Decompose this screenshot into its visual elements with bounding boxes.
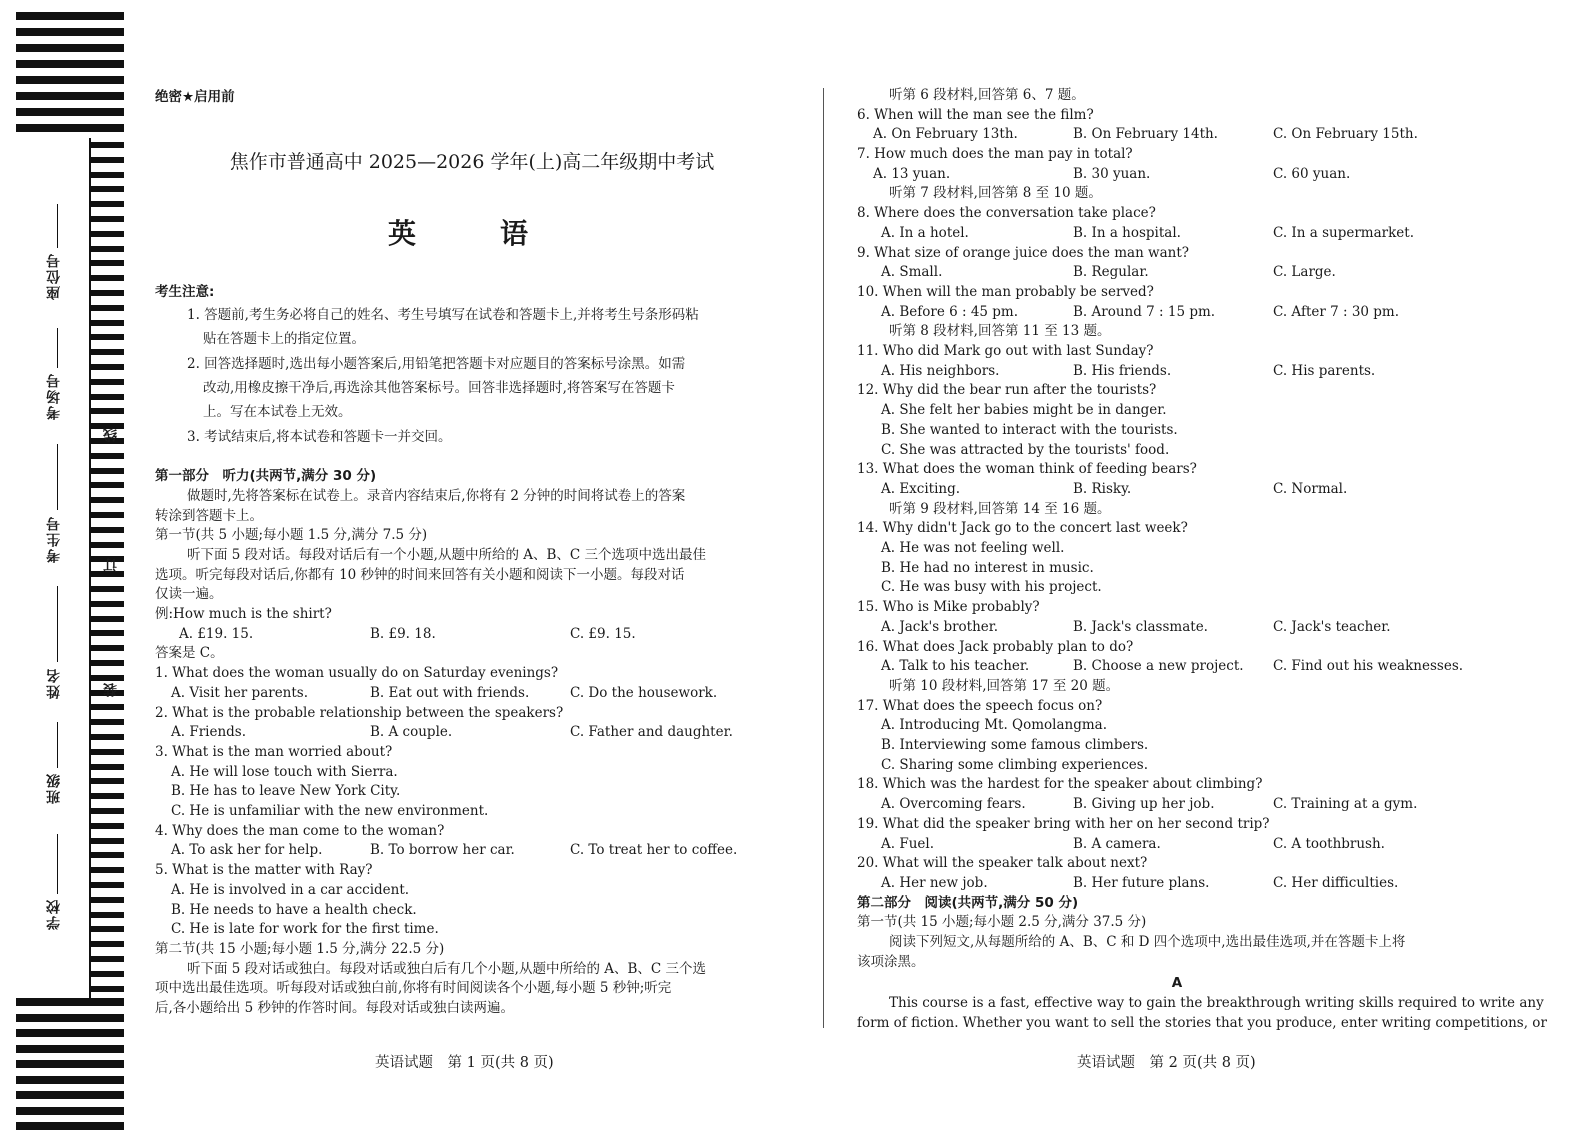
section-cue: 听第 8 段材料,回答第 11 至 13 题。 xyxy=(889,323,1111,340)
options-row xyxy=(857,874,1497,894)
option-c: C. She was attracted by the tourists' food. xyxy=(881,441,1170,458)
option-a: A. His neighbors. xyxy=(881,362,1000,379)
school-field[interactable] xyxy=(57,834,58,894)
example-option-c: C. £9. 15. xyxy=(570,625,636,642)
binding-bar xyxy=(90,704,124,710)
binding-bar xyxy=(90,290,124,296)
binding-bar xyxy=(90,630,124,636)
options-row xyxy=(857,224,1497,244)
section1-heading: 第一节(共 5 小题;每小题 1.5 分,满分 7.5 分) xyxy=(155,527,428,544)
option-a: A. 13 yuan. xyxy=(873,165,951,182)
option-c: C. Father and daughter. xyxy=(570,724,733,741)
binding-bar xyxy=(90,986,124,992)
option-b: B. A camera. xyxy=(1073,835,1161,852)
name-label: 姓名 xyxy=(46,667,62,699)
question-text: 18. Which was the hardest for the speaker about climbing? xyxy=(857,776,1263,793)
binding-bar xyxy=(90,764,124,770)
option-b: B. 30 yuan. xyxy=(1073,165,1151,182)
options-row xyxy=(857,362,1497,382)
binding-bar xyxy=(90,675,124,681)
binding-bar xyxy=(90,645,124,651)
option-a: A. She felt her babies might be in danger. xyxy=(881,402,1167,419)
binding-bar xyxy=(90,408,124,414)
class-label: 班级 xyxy=(46,772,62,804)
notice-item-2-line-2: 改动,用橡皮擦干净后,再选涂其他答案标号。回答非选择题时,将答案写在答题卡 xyxy=(203,379,675,396)
binding-bar xyxy=(90,246,124,252)
listening-questions-1-5 xyxy=(155,664,795,940)
option-a: A. In a hotel. xyxy=(881,224,969,241)
binding-stripe xyxy=(16,1014,124,1022)
option-c: C. He was busy with his project. xyxy=(881,579,1102,596)
options-row xyxy=(857,618,1497,638)
example-option-a: A. £19. 15. xyxy=(179,625,254,642)
option-b: B. Her future plans. xyxy=(1073,874,1210,891)
option-a: A. Visit her parents. xyxy=(171,684,309,701)
option-c: C. Sharing some climbing experiences. xyxy=(881,756,1149,773)
options-row xyxy=(857,303,1497,323)
listening-questions-6-20 xyxy=(857,86,1497,894)
option-a: A. Friends. xyxy=(171,724,247,741)
option-a: A. He is involved in a car accident. xyxy=(171,881,410,898)
option-c: C. He is unfamiliar with the new environment. xyxy=(171,803,489,820)
question-text: 1. What does the woman usually do on Saturday evenings? xyxy=(155,665,559,682)
example-answer: 答案是 C。 xyxy=(155,645,224,662)
option-b: B. Jack's classmate. xyxy=(1073,618,1208,635)
footer-page-2: 英语试题 第 2 页(共 8 页) xyxy=(1077,1055,1256,1071)
bind-char-install: 装 xyxy=(103,683,119,697)
part2-intro-1: 阅读下列短文,从每题所给的 A、B、C 和 D 四个选项中,选出最佳选项,并在答题卡上将 xyxy=(889,934,1406,951)
section-cue: 听第 7 段材料,回答第 8 至 10 题。 xyxy=(889,185,1102,202)
binding-bar xyxy=(90,867,124,873)
exam-room-label: 考场号 xyxy=(46,372,62,420)
option-b: B. He needs to have a health check. xyxy=(171,901,417,918)
example-question: 例:How much is the shirt? xyxy=(155,606,332,623)
bind-char-staple: 订 xyxy=(103,558,119,572)
binding-bar xyxy=(90,956,124,962)
binding-bar xyxy=(90,305,124,311)
option-a: A. On February 13th. xyxy=(873,126,1018,143)
bind-char-line: 线 xyxy=(103,428,119,442)
option-b: B. Giving up her job. xyxy=(1073,796,1215,813)
question-text: 7. How much does the man pay in total? xyxy=(857,146,1133,163)
part1-intro-1: 做题时,先将答案标在试卷上。录音内容结束后,你将有 2 分钟的时间将试卷上的答案 xyxy=(187,487,686,504)
options-row xyxy=(857,480,1497,500)
binding-bar xyxy=(90,808,124,814)
passage-a-line-1: This course is a fast, effective way to gain the breakthrough writing skills required to write any xyxy=(889,995,1544,1012)
question-text: 8. Where does the conversation take place? xyxy=(857,205,1156,222)
options-row xyxy=(857,657,1497,677)
part2-intro-2: 该项涂黑。 xyxy=(857,953,925,970)
binding-bar xyxy=(90,512,124,518)
binding-bar xyxy=(90,926,124,932)
section1-intro-2: 选项。听完每段对话后,你都有 10 秒钟的时间来回答有关小题和阅读下一小题。每段对话 xyxy=(155,566,685,583)
binding-bar xyxy=(90,453,124,459)
part2-heading: 第二部分 阅读(共两节,满分 50 分) xyxy=(857,894,1079,911)
option-b: B. In a hospital. xyxy=(1073,224,1181,241)
part2-section1-heading: 第一节(共 15 小题;每小题 2.5 分,满分 37.5 分) xyxy=(857,914,1147,931)
option-b: B. His friends. xyxy=(1073,362,1172,379)
page-1-column xyxy=(155,283,795,1019)
binding-bar xyxy=(90,616,124,622)
question-text: 13. What does the woman think of feeding bears? xyxy=(857,461,1197,478)
binding-bar xyxy=(90,320,124,326)
binding-bar xyxy=(90,186,124,192)
option-c: C. Jack's teacher. xyxy=(1273,618,1391,635)
option-b: B. Around 7 : 15 pm. xyxy=(1073,303,1216,320)
option-a: A. Fuel. xyxy=(881,835,934,852)
question-text: 14. Why didn't Jack go to the concert last week? xyxy=(857,520,1188,537)
question-text: 19. What did the speaker bring with her on her second trip? xyxy=(857,815,1270,832)
passage-a-label: A xyxy=(1171,975,1183,992)
name-field[interactable] xyxy=(57,586,58,662)
option-b: B. He has to leave New York City. xyxy=(171,783,401,800)
binding-stripe xyxy=(16,1122,124,1130)
binding-stripe xyxy=(16,108,124,116)
binding-bar xyxy=(90,719,124,725)
option-c: C. Find out his weaknesses. xyxy=(1273,658,1464,675)
options-row xyxy=(857,795,1497,815)
candidate-number-label: 考生号 xyxy=(46,515,62,563)
option-c: C. In a supermarket. xyxy=(1273,224,1414,241)
binding-bar xyxy=(90,482,124,488)
exam-room-field[interactable] xyxy=(57,328,58,368)
seat-number-field[interactable] xyxy=(57,204,58,248)
binding-bar xyxy=(90,601,124,607)
options-row xyxy=(155,684,795,704)
question-text: 15. Who is Mike probably? xyxy=(857,599,1040,616)
part1-heading: 第一部分 听力(共两节,满分 30 分) xyxy=(155,468,377,485)
binding-stripe xyxy=(16,1107,124,1115)
binding-stripe xyxy=(16,1060,124,1068)
options-row xyxy=(857,263,1497,283)
option-a: A. Exciting. xyxy=(881,480,961,497)
binding-stripe xyxy=(16,60,124,68)
binding-bar xyxy=(90,349,124,355)
question-text: 10. When will the man probably be served? xyxy=(857,283,1154,300)
options-row xyxy=(155,841,795,861)
binding-bar xyxy=(90,379,124,385)
binding-stripe xyxy=(16,28,124,36)
binding-stripe xyxy=(16,1091,124,1099)
option-b: B. Interviewing some famous climbers. xyxy=(881,737,1149,754)
notice-item-2-line-3: 上。写在本试卷上无效。 xyxy=(203,404,352,421)
column-separator xyxy=(823,88,824,1028)
option-b: B. Regular. xyxy=(1073,264,1149,281)
notice-heading: 考生注意: xyxy=(155,284,215,300)
candidate-number-field[interactable] xyxy=(57,444,58,510)
option-a: A. Before 6 : 45 pm. xyxy=(881,303,1019,320)
option-c: C. After 7 : 30 pm. xyxy=(1273,303,1400,320)
page-2-column xyxy=(857,86,1547,1034)
option-a: A. Talk to his teacher. xyxy=(881,658,1030,675)
options-row xyxy=(857,165,1497,185)
binding-stripe xyxy=(16,1076,124,1084)
binding-bar xyxy=(90,260,124,266)
notice-list xyxy=(155,303,795,449)
question-text: 17. What does the speech focus on? xyxy=(857,697,1103,714)
binding-bar xyxy=(90,897,124,903)
exam-title: 焦作市普通高中 2025—2026 学年(上)高二年级期中考试 xyxy=(229,151,715,173)
question-text: 16. What does Jack probably plan to do? xyxy=(857,638,1134,655)
option-c: C. Do the housework. xyxy=(570,684,718,701)
binding-bar xyxy=(90,157,124,163)
option-a: A. He will lose touch with Sierra. xyxy=(171,763,398,780)
option-b: B. Risky. xyxy=(1073,480,1132,497)
binding-bar xyxy=(90,971,124,977)
option-b: B. Eat out with friends. xyxy=(370,684,530,701)
section-cue: 听第 10 段材料,回答第 17 至 20 题。 xyxy=(889,677,1120,694)
option-a: A. Jack's brother. xyxy=(881,618,999,635)
passage-a-line-2: form of fiction. Whether you want to sell the stories that you produce, enter writing competitions, or xyxy=(857,1014,1547,1031)
option-b: B. A couple. xyxy=(370,724,453,741)
binding-bar xyxy=(90,542,124,548)
example-options xyxy=(155,625,795,645)
question-text: 20. What will the speaker talk about next? xyxy=(857,855,1148,872)
options-row xyxy=(155,723,795,743)
binding-bar xyxy=(90,838,124,844)
question-text: 9. What size of orange juice does the man want? xyxy=(857,244,1190,261)
class-field[interactable] xyxy=(57,722,58,768)
section1-intro-3: 仅读一遍。 xyxy=(155,586,223,603)
option-c: C. To treat her to coffee. xyxy=(570,842,738,859)
binding-bar xyxy=(90,394,124,400)
binding-stripe xyxy=(16,44,124,52)
binding-bar xyxy=(90,734,124,740)
binding-bar xyxy=(90,172,124,178)
binding-bar xyxy=(90,749,124,755)
binding-stripe xyxy=(16,76,124,84)
section2-intro-2: 项中选出最佳选项。听每段对话或独白前,你将有时间阅读各个小题,每小题 5 秒钟;听完 xyxy=(155,980,672,997)
notice-item-3-line-1: 3. 考试结束后,将本试卷和答题卡一并交回。 xyxy=(187,428,452,445)
binding-bar xyxy=(90,231,124,237)
footer-page-1: 英语试题 第 1 页(共 8 页) xyxy=(375,1055,554,1071)
option-c: C. His parents. xyxy=(1273,362,1376,379)
question-text: 11. Who did Mark go out with last Sunday? xyxy=(857,343,1154,360)
binding-bar xyxy=(90,527,124,533)
option-a: A. Introducing Mt. Qomolangma. xyxy=(881,717,1108,734)
binding-bar xyxy=(90,660,124,666)
part1-intro-2: 转涂到答题卡上。 xyxy=(155,507,263,524)
binding-bar xyxy=(90,571,124,577)
binding-bar xyxy=(90,201,124,207)
question-text: 6. When will the man see the film? xyxy=(857,106,1094,123)
binding-stripe xyxy=(16,1045,124,1053)
binding-stripe xyxy=(16,92,124,100)
binding-bar xyxy=(90,852,124,858)
seat-number-label: 座位号 xyxy=(46,252,62,300)
notice-item-1-line-1: 1. 答题前,考生务必将自己的姓名、考生号填写在试卷和答题卡上,并将考生号条形码粘 xyxy=(187,306,699,323)
option-c: C. On February 15th. xyxy=(1273,126,1418,143)
binding-stripe xyxy=(16,124,124,132)
option-b: B. Choose a new project. xyxy=(1073,658,1244,675)
school-label: 学校 xyxy=(46,898,62,930)
binding-bar xyxy=(90,364,124,370)
question-text: 3. What is the man worried about? xyxy=(155,743,393,760)
option-b: B. She wanted to interact with the tourists. xyxy=(881,421,1178,438)
binding-bar xyxy=(90,468,124,474)
binding-stripe xyxy=(16,12,124,20)
option-c: C. He is late for work for the first time. xyxy=(171,921,439,938)
option-c: C. Her difficulties. xyxy=(1273,874,1399,891)
section1-intro-1: 听下面 5 段对话。每段对话后有一个小题,从题中所给的 A、B、C 三个选项中选出最佳 xyxy=(187,546,707,563)
subject-title: 英 语 xyxy=(387,217,556,250)
binding-bar xyxy=(90,275,124,281)
question-text: 12. Why did the bear run after the tourists? xyxy=(857,382,1157,399)
binding-bar xyxy=(90,882,124,888)
section2-intro-1: 听下面 5 段对话或独白。每段对话或独白后有几个小题,从题中所给的 A、B、C 三个选 xyxy=(187,960,707,977)
option-a: A. He was not feeling well. xyxy=(881,540,1065,557)
binding-bar xyxy=(90,497,124,503)
option-a: A. Her new job. xyxy=(881,874,988,891)
binding-bar xyxy=(90,793,124,799)
option-c: C. A toothbrush. xyxy=(1273,835,1385,852)
options-row xyxy=(857,835,1497,855)
section2-heading: 第二节(共 15 小题;每小题 1.5 分,满分 22.5 分) xyxy=(155,940,445,957)
option-c: C. Large. xyxy=(1273,264,1336,281)
option-c: C. 60 yuan. xyxy=(1273,165,1351,182)
binding-bar xyxy=(90,586,124,592)
question-text: 4. Why does the man come to the woman? xyxy=(155,822,445,839)
confidential-mark: 绝密★启用前 xyxy=(155,89,235,105)
binding-bar xyxy=(90,823,124,829)
notice-item-1-line-2: 贴在答题卡上的指定位置。 xyxy=(203,331,365,348)
notice-item-2-line-1: 2. 回答选择题时,选出每小题答案后,用铅笔把答题卡对应题目的答案标号涂黑。如需 xyxy=(187,355,686,372)
option-c: C. Training at a gym. xyxy=(1273,796,1418,813)
binding-stripe xyxy=(16,1029,124,1037)
binding-bar xyxy=(90,912,124,918)
option-b: B. To borrow her car. xyxy=(370,842,515,859)
options-row xyxy=(857,125,1497,145)
option-b: B. On February 14th. xyxy=(1073,126,1218,143)
section2-intro-3: 后,各小题给出 5 秒钟的作答时间。每段对话或独白读两遍。 xyxy=(155,1000,514,1017)
section-cue: 听第 6 段材料,回答第 6、7 题。 xyxy=(889,87,1085,103)
example-option-b: B. £9. 18. xyxy=(370,625,436,642)
option-a: A. Small. xyxy=(881,264,943,281)
question-text: 5. What is the matter with Ray? xyxy=(155,862,373,879)
binding-bar xyxy=(90,216,124,222)
binding-bar xyxy=(90,941,124,947)
question-text: 2. What is the probable relationship between the speakers? xyxy=(155,704,564,721)
option-b: B. He had no interest in music. xyxy=(881,559,1094,576)
section-cue: 听第 9 段材料,回答第 14 至 16 题。 xyxy=(889,500,1111,517)
binding-bar xyxy=(90,142,124,148)
binding-stripe xyxy=(16,998,124,1006)
binding-bar xyxy=(90,334,124,340)
option-a: A. Overcoming fears. xyxy=(881,796,1026,813)
option-c: C. Normal. xyxy=(1273,480,1348,497)
option-a: A. To ask her for help. xyxy=(171,842,323,859)
binding-bar xyxy=(90,778,124,784)
